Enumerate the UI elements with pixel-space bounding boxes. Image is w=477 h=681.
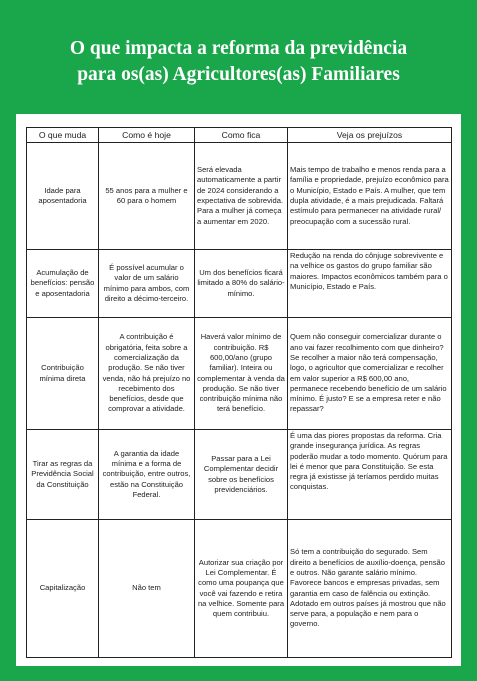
table-row (27, 250, 452, 318)
table-row (27, 318, 452, 430)
header-veja-os-prejuizos: Veja os prejuízos (288, 128, 452, 143)
table-row (27, 430, 452, 520)
title-line-1: O que impacta a reforma da previdência (69, 38, 408, 59)
header-como-e-hoje: Como é hoje (99, 128, 195, 143)
cell-o-que-muda: Contribuição mínima direta (27, 318, 99, 430)
cell-veja-os-prejuizos: É uma das piores propostas da reforma. Cria grande insegurança jurídica. As regras poderão mudar a todo momento. Quórum para lei é menor que para Constituição. Se esta regra já existisse já teríamos perdido muitas conquistas. (288, 430, 452, 520)
title-line-2: para os(as) Agricultores(as) Familiares (77, 64, 400, 85)
table-row (27, 143, 452, 250)
cell-como-e-hoje: A contribuição é obrigatória, feita sobre a comercialização da produção. Se não tiver venda, não há prejuízo no recebimento dos benefícios, desde que comprovar a atividade. (99, 318, 195, 430)
page-title (0, 36, 477, 88)
cell-o-que-muda: Acumulação de benefícios: pensão e aposentadoria (27, 250, 99, 318)
cell-como-fica: Autorizar sua criação por Lei Complementar. É como uma poupança que você vai fazendo e retira na velhice. Somente para quem contribuiu. (195, 520, 288, 658)
cell-como-fica: Um dos benefícios ficará limitado a 80% do salário-mínimo. (195, 250, 288, 318)
table-header-row (27, 128, 452, 143)
header-o-que-muda: O que muda (27, 128, 99, 143)
header-como-fica: Como fica (195, 128, 288, 143)
cell-como-e-hoje: Não tem (99, 520, 195, 658)
table-panel (16, 114, 461, 666)
table-row (27, 520, 452, 658)
cell-o-que-muda: Capitalização (27, 520, 99, 658)
cell-como-e-hoje: 55 anos para a mulher e 60 para o homem (99, 143, 195, 250)
reform-impact-table (26, 127, 452, 658)
cell-veja-os-prejuizos: Mais tempo de trabalho e menos renda para a família e propriedade, prejuízo econômico para o Município, Estado e País. A mulher, que tem dupla atividade, é a mais prejudicada. Faltará estímulo para permanecer na atividade rural/ preocupação com a sucessão rural. (288, 143, 452, 250)
cell-veja-os-prejuizos: Só tem a contribuição do segurado. Sem direito a benefícios de auxílio-doença, pensão e outros. Não garante salário mínimo. Favorece bancos e empresas privadas, sem garantia em caso de falência ou extinção. Adotado em outros países já mostrou que não serve para, a população e nem para o governo. (288, 520, 452, 658)
cell-o-que-muda: Idade para aposentadoria (27, 143, 99, 250)
cell-como-fica: Passar para a Lei Complementar decidir sobre os benefícios previdenciários. (195, 430, 288, 520)
cell-veja-os-prejuizos: Quem não conseguir comercializar durante o ano vai fazer recolhimento com que dinheiro? Se recolher a maior não terá compensação, logo, o agricultor que comercializar e recolher em valor superior a R$ 600,00 ano, permanece recebendo benefício de um salário mínimo. É justo? E se a empresa reter e não repassar? (288, 318, 452, 430)
cell-o-que-muda: Tirar as regras da Previdência Social da Constituição (27, 430, 99, 520)
cell-como-fica: Haverá valor mínimo de contribuição. R$ 600,00/ano (grupo familiar). Inteira ou complementar à venda da produção. Se não tiver contribuição mínima não terá benefício. (195, 318, 288, 430)
cell-como-fica: Será elevada automaticamente a partir de 2024 considerando a expectativa de sobrevida. Para a mulher já começa a aumentar em 2020. (195, 143, 288, 250)
cell-como-e-hoje: A garantia da idade mínima e a forma de contribuição, entre outros, estão na Constituição Federal. (99, 430, 195, 520)
cell-como-e-hoje: É possível acumular o valor de um salário mínimo para ambos, com direito a décimo-terceiro. (99, 250, 195, 318)
cell-veja-os-prejuizos: Redução na renda do cônjuge sobrevivente e na velhice os gastos do grupo familiar são maiores. Impactos econômicos também para o Município, Estado e País. (288, 250, 452, 318)
